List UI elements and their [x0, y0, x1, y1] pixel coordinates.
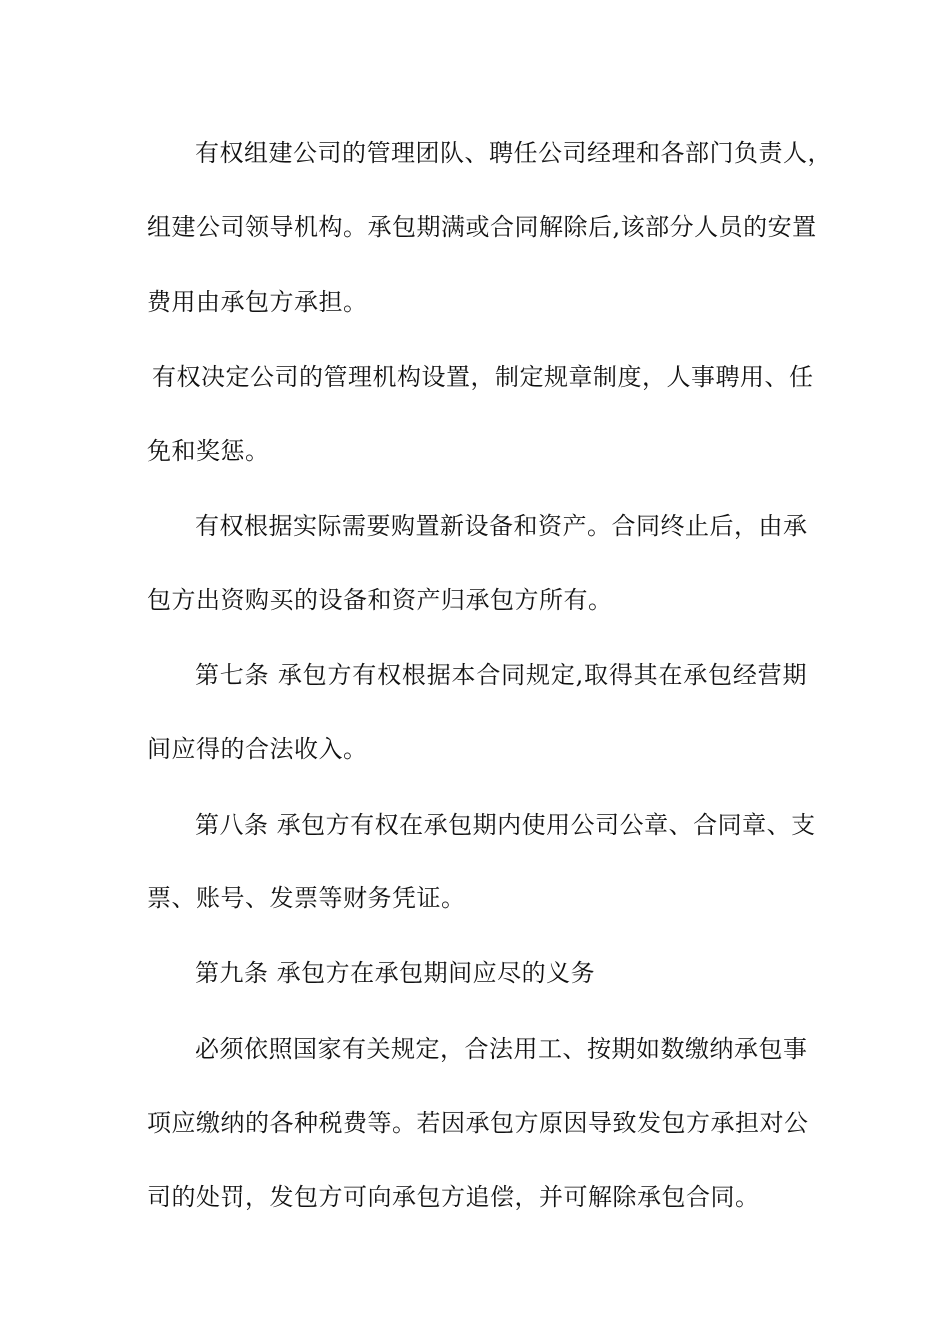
text-line-5: 免和奖惩。 [147, 437, 270, 465]
text-line-10: 第八条 承包方有权在承包期内使用公司公章、合同章、支 [195, 811, 816, 839]
text-line-12: 第九条 承包方在承包期间应尽的义务 [195, 959, 596, 987]
text-line-15: 司的处罚，发包方可向承包方追偿，并可解除承包合同。 [147, 1183, 760, 1211]
text-line-13: 必须依照国家有关规定，合法用工、按期如数缴纳承包事 [195, 1035, 808, 1063]
text-line-11: 票、账号、发票等财务凭证。 [147, 884, 466, 912]
text-line-9: 间应得的合法收入。 [147, 735, 368, 763]
text-line-7: 包方出资购买的设备和资产归承包方所有。 [147, 586, 613, 614]
text-line-1: 有权组建公司的管理团队、聘任公司经理和各部门负责人， [195, 139, 832, 167]
text-line-2: 组建公司领导机构。承包期满或合同解除后,该部分人员的安置 [147, 213, 817, 241]
text-line-6: 有权根据实际需要购置新设备和资产。合同终止后，由承 [195, 512, 808, 540]
text-line-8: 第七条 承包方有权根据本合同规定,取得其在承包经营期 [195, 661, 807, 689]
text-line-14: 项应缴纳的各种税费等。若因承包方原因导致发包方承担对公 [147, 1109, 809, 1137]
text-line-3: 费用由承包方承担。 [147, 288, 368, 316]
text-line-4: 有权决定公司的管理机构设置，制定规章制度，人事聘用、任 [152, 363, 814, 391]
